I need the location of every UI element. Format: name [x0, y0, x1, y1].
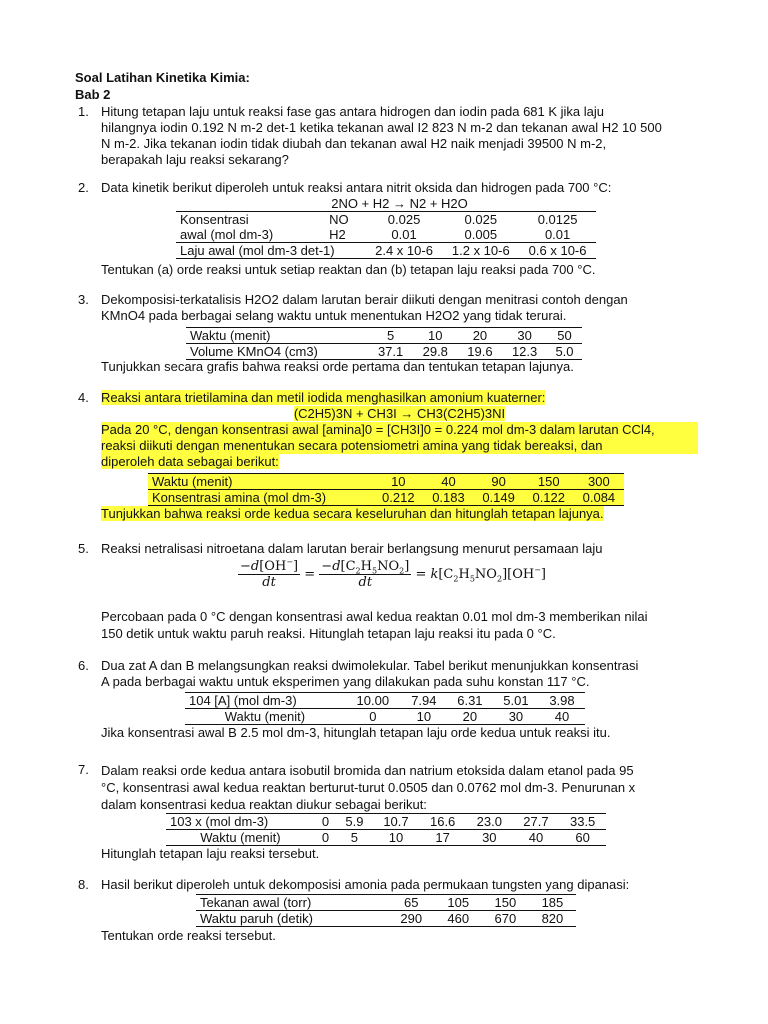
q4-equation: (C2H5)3N + CH3I → CH3(C2H5)3NI: [293, 406, 506, 421]
table-cell: Waktu (menit): [190, 328, 271, 343]
table-cell: 670: [494, 911, 517, 926]
question-number: 5.: [78, 541, 89, 556]
table-cell: 300: [574, 474, 624, 490]
table-cell: 103 x (mol dm-3): [170, 814, 269, 829]
table-cell: 50: [557, 328, 572, 343]
table-cell: 5: [350, 830, 359, 845]
table-cell: 5.9: [345, 814, 364, 829]
table-cell: 10: [416, 709, 432, 724]
table-cell: Waktu (menit): [224, 709, 306, 724]
table-cell: 5: [386, 328, 395, 343]
table-cell: 105: [447, 895, 470, 910]
q6-table: [185, 692, 585, 725]
question-number: 4.: [78, 390, 89, 405]
q3-outro: Tunjukkan secara grafis bahwa reaksi orde pertama dan tentukan tetapan lajunya.: [101, 359, 574, 374]
q1-line: hilangnya iodin 0.192 N m-2 det-1 ketika tekanan awal I2 823 N m-2 dan tekanan awal H2 10 500: [101, 120, 662, 135]
table-cell: 37.1: [377, 344, 404, 359]
table-cell: 0: [369, 709, 377, 724]
table-cell: Volume KMnO4 (cm3): [190, 344, 318, 359]
table-cell: 19.6: [467, 344, 493, 359]
q5-intro: Reaksi netralisasi nitroetana dalam larutan berair berlangsung menurut persamaan laju: [101, 541, 603, 556]
q4-line: reaksi diikuti dengan menentukan secara potensiometri amina yang tidak bereaksi, dan: [101, 438, 698, 454]
table-cell: 7.94: [411, 693, 437, 708]
q7-line: dalam konsentrasi kedua reaktan diukur sebagai berikut:: [101, 797, 427, 812]
question-number: 2.: [78, 180, 89, 195]
table-cell: 20: [462, 709, 478, 724]
table-cell: 0.183: [423, 490, 473, 506]
table-cell: 40: [423, 474, 473, 490]
q7-line: Dalam reaksi orde kedua antara isobutil bromida dan natrium etoksida dalam etanol pada 95: [101, 763, 634, 778]
table-cell: 290: [400, 911, 423, 926]
table-cell: 16.6: [429, 814, 456, 829]
question-number: 3.: [78, 292, 89, 307]
question-number: 1.: [78, 104, 89, 119]
q4-line: Pada 20 °C, dengan konsentrasi awal [amina]0 = [CH3I]0 = 0.224 mol dm-3 dalam larutan CCl4,: [101, 422, 698, 438]
table-cell: 30: [517, 328, 532, 343]
q6-outro: Jika konsentrasi awal B 2.5 mol dm-3, hitunglah tetapan laju orde kedua untuk reaksi itu.: [101, 725, 611, 740]
question-number: 8.: [78, 877, 89, 892]
table-cell: awal (mol dm-3): [180, 227, 274, 242]
table-cell: 20: [472, 328, 488, 343]
q3-line: Dekomposisi-terkatalisis H2O2 dalam larutan berair diikuti dengan menitrasi contoh dengan: [101, 292, 628, 307]
q8-table: [196, 894, 576, 927]
table-cell: Konsentrasi amina (mol dm-3): [148, 490, 373, 506]
q4-intro: Reaksi antara trietilamina dan metil iodida menghasilkan amonium kuaterner:: [101, 390, 546, 405]
q4-outro: Tunjukkan bahwa reaksi orde kedua secara keseluruhan dan hitunglah tetapan lajunya.: [101, 506, 604, 521]
table-cell: 150: [494, 895, 517, 910]
table-cell: Konsentrasi: [180, 212, 249, 227]
table-cell: 3.98: [549, 693, 575, 708]
q2-intro: Data kinetik berikut diperoleh untuk reaksi antara nitrit oksida dan hidrogen pada 700 °C:: [101, 180, 612, 195]
table-cell: 27.7: [523, 814, 549, 829]
q8-intro: Hasil berikut diperoleh untuk dekomposisi amonia pada permukaan tungsten yang dipanasi:: [101, 877, 630, 892]
table-cell: 0.122: [524, 490, 574, 506]
table-cell: 0.212: [373, 490, 423, 506]
table-cell: 10.7: [383, 814, 409, 829]
q5-line: Percobaan pada 0 °C dengan konsentrasi awal kedua reaktan 0.01 mol dm-3 memberikan nilai: [101, 609, 648, 624]
table-cell: 0.149: [474, 490, 524, 506]
table-cell: 0.025: [464, 212, 498, 227]
table-cell: 0.6 x 10-6: [528, 243, 587, 258]
table-cell: 185: [541, 895, 564, 910]
table-cell: 10: [388, 830, 404, 845]
table-cell: 0.084: [574, 490, 624, 506]
table-cell: Laju awal (mol dm-3 det-1): [180, 243, 335, 258]
table-cell: 0.025: [387, 212, 421, 227]
table-cell: H2: [329, 227, 346, 242]
table-cell: 29.8: [422, 344, 448, 359]
table-cell: 17: [435, 830, 450, 845]
q4-line: diperoleh data sebagai berikut:: [101, 454, 279, 469]
q2-outro: Tentukan (a) orde reaksi untuk setiap reaktan dan (b) tetapan laju reaksi pada 700 °C.: [101, 262, 596, 277]
table-cell: 90: [474, 474, 524, 490]
table-cell: Tekanan awal (torr): [200, 895, 312, 910]
q3-line: KMnO4 pada berbagai selang waktu untuk menentukan H2O2 yang tidak terurai.: [101, 308, 567, 323]
table-cell: 0.005: [464, 227, 498, 242]
table-cell: 5.0: [555, 344, 574, 359]
table-cell: 12.3: [511, 344, 538, 359]
rate-equation: $\frac{-d[OH^-]}{dt}$ = $\frac{-d[C_2H_5NO_2]}{dt}$ = $k[C_2H_5NO_2][OH^-]$: [240, 557, 546, 590]
equation-middle: $\frac{-d[C_2H_5NO_2]}{dt}$: [321, 559, 410, 590]
q7-line: °C, konsentrasi awal kedua reaktan berturut-turut 0.0505 dan 0.0762 mol dm-3. Penurunan x: [101, 780, 636, 795]
table-cell: 104 [A] (mol dm-3): [189, 693, 297, 708]
table-cell: 40: [528, 830, 544, 845]
table-cell: 6.31: [457, 693, 483, 708]
q1-line: Hitung tetapan laju untuk reaksi fase gas antara hidrogen dan iodin pada 681 K jika laju: [101, 104, 605, 119]
q7-outro: Hitunglah tetapan laju reaksi tersebut.: [101, 846, 320, 861]
question-number: 6.: [78, 658, 89, 673]
table-cell: Waktu paruh (detik): [200, 911, 313, 926]
table-cell: 460: [447, 911, 470, 926]
q6-line: A pada berbagai waktu untuk eksperimen yang dilakukan pada suhu konstan 117 °C.: [101, 674, 590, 689]
table-cell: 23.0: [476, 814, 502, 829]
table-cell: 10: [428, 328, 443, 343]
table-cell: 0: [321, 814, 330, 829]
table-cell: 0.01: [544, 227, 571, 242]
table-cell: NO: [329, 212, 349, 227]
table-cell: 30: [482, 830, 497, 845]
table-cell: 1.2 x 10-6: [451, 243, 510, 258]
q1-line: N m-2. Jika tekanan iodin tidak diubah dan tekanan awal H2 naik menjadi 39500 N m-2,: [101, 136, 607, 151]
table-cell: 60: [575, 830, 590, 845]
q6-line: Dua zat A dan B melangsungkan reaksi dwimolekular. Tabel berikut menunjukkan konsentrasi: [101, 658, 639, 673]
doc-subtitle: Bab 2: [75, 87, 111, 102]
table-cell: 5.01: [503, 693, 529, 708]
q5-line: 150 detik untuk waktu paruh reaksi. Hitunglah tetapan laju reaksi itu pada 0 °C.: [101, 626, 556, 641]
q2-equation: 2NO + H2 → N2 + H2O: [331, 196, 468, 211]
doc-title: Soal Latihan Kinetika Kimia:: [75, 70, 250, 85]
table-cell: Waktu (menit): [200, 830, 281, 845]
table-cell: 30: [508, 709, 524, 724]
table-cell: 10: [373, 474, 423, 490]
q8-outro: Tentukan orde reaksi tersebut.: [101, 928, 276, 943]
table-cell: 150: [524, 474, 574, 490]
table-cell: Waktu (menit): [148, 474, 373, 490]
table-cell: 820: [541, 911, 564, 926]
table-cell: 33.5: [569, 814, 596, 829]
table-cell: 10.00: [356, 693, 390, 708]
table-cell: 0.01: [391, 227, 417, 242]
table-cell: 65: [403, 895, 419, 910]
table-cell: 0.0125: [537, 212, 578, 227]
q4-table: [148, 473, 624, 506]
question-number: 7.: [78, 762, 89, 777]
table-cell: 0: [321, 830, 330, 845]
q2-table: [176, 211, 596, 259]
q7-table: [166, 813, 606, 846]
q3-table: [186, 327, 582, 360]
equation-lhs: $\frac{-d[OH^-]}{dt}$: [240, 557, 299, 590]
table-cell: 40: [554, 709, 570, 724]
q1-line: berapakah laju reaksi sekarang?: [101, 152, 289, 167]
table-cell: 2.4 x 10-6: [375, 243, 433, 258]
